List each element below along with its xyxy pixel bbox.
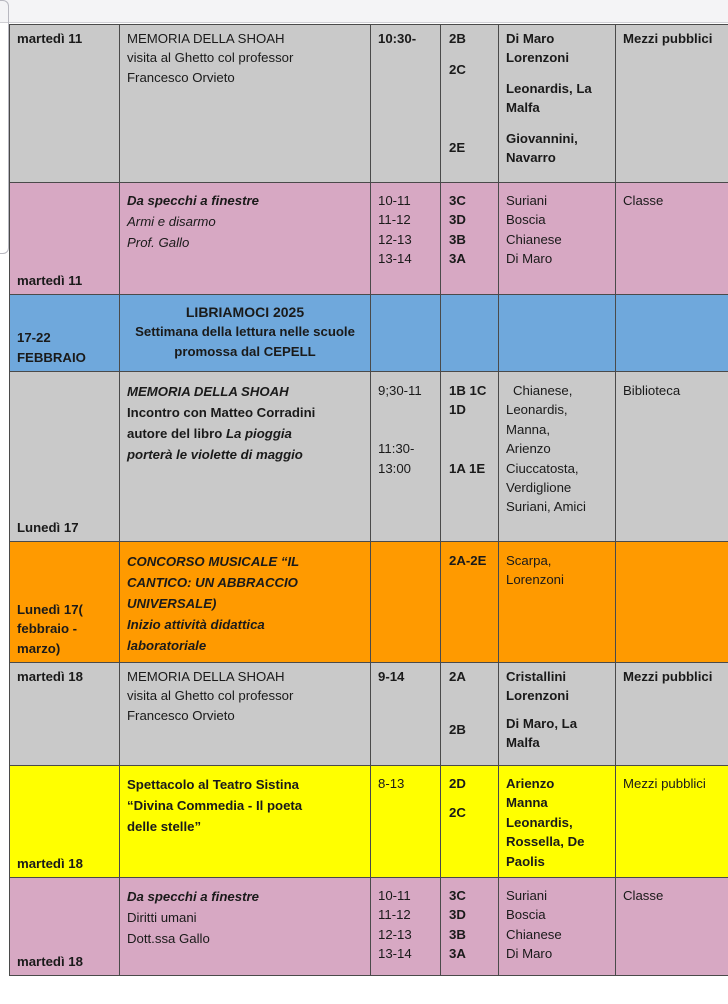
teacher-cell: Di Maro Lorenzoni Leonardis, La Malfa Giovannini, Navarro — [499, 25, 616, 183]
place-cell: Mezzi pubblici — [616, 25, 728, 183]
date-cell: martedì 18 — [10, 663, 120, 766]
teacher-cell — [499, 295, 616, 372]
class-cell — [441, 295, 499, 372]
activity-cell: MEMORIA DELLA SHOAH Incontro con Matteo Corradini autore del libro La pioggia porterà le violette di maggio — [120, 372, 371, 542]
date-cell: martedì 11 — [10, 183, 120, 295]
date-cell: Lunedì 17 — [10, 372, 120, 542]
time-cell: 10:30- — [371, 25, 441, 183]
date-cell: Lunedì 17( febbraio - marzo) — [10, 542, 120, 663]
table-row — [10, 663, 728, 766]
place-cell: Mezzi pubblici — [616, 663, 728, 766]
place-cell — [616, 295, 728, 372]
time-cell: 10-11 11-12 12-13 13-14 — [371, 878, 441, 976]
scroll-handle[interactable] — [0, 0, 9, 254]
viewer-top-bar — [0, 0, 728, 23]
table-row — [10, 766, 728, 878]
class-cell: 3C 3D 3B 3A — [441, 878, 499, 976]
teacher-cell: Scarpa, Lorenzoni — [499, 542, 616, 663]
teacher-cell: Arienzo Manna Leonardis, Rossella, De Paolis — [499, 766, 616, 878]
time-cell: 8-13 — [371, 766, 441, 878]
time-cell: 10-11 11-12 12-13 13-14 — [371, 183, 441, 295]
class-cell: 2A-2E — [441, 542, 499, 663]
class-cell: 3C 3D 3B 3A — [441, 183, 499, 295]
place-cell: Biblioteca — [616, 372, 728, 542]
teacher-cell: Chianese, Leonardis, Manna, Arienzo Ciuccatosta, Verdiglione Suriani, Amici — [499, 372, 616, 542]
activity-cell: LIBRIAMOCI 2025 Settimana della lettura nelle scuole promossa dal CEPELL — [120, 295, 371, 372]
date-cell: 17-22 FEBBRAIO — [10, 295, 120, 372]
schedule-table — [9, 24, 728, 976]
table-row — [10, 183, 728, 295]
place-cell: Classe — [616, 183, 728, 295]
class-cell: 1B 1C 1D 1A 1E — [441, 372, 499, 542]
activity-cell: MEMORIA DELLA SHOAH visita al Ghetto col professor Francesco Orvieto — [120, 663, 371, 766]
time-cell — [371, 295, 441, 372]
date-cell: martedì 11 — [10, 25, 120, 183]
activity-cell: MEMORIA DELLA SHOAH visita al Ghetto col professor Francesco Orvieto — [120, 25, 371, 183]
teacher-cell: Cristallini Lorenzoni Di Maro, La Malfa — [499, 663, 616, 766]
table-row — [10, 25, 728, 183]
table-row — [10, 295, 728, 372]
class-cell: 2D 2C — [441, 766, 499, 878]
place-cell — [616, 542, 728, 663]
class-cell: 2B 2C 2E — [441, 25, 499, 183]
activity-cell: CONCORSO MUSICALE “IL CANTICO: UN ABBRACCIO UNIVERSALE) Inizio attività didattica laboratoriale — [120, 542, 371, 663]
class-cell: 2A 2B — [441, 663, 499, 766]
time-cell: 9;30-11 11:30- 13:00 — [371, 372, 441, 542]
time-cell: 9-14 — [371, 663, 441, 766]
table-row — [10, 542, 728, 663]
place-cell: Classe — [616, 878, 728, 976]
date-cell: martedì 18 — [10, 878, 120, 976]
activity-cell: Spettacolo al Teatro Sistina “Divina Commedia - Il poeta delle stelle” — [120, 766, 371, 878]
time-cell — [371, 542, 441, 663]
date-cell: martedì 18 — [10, 766, 120, 878]
teacher-cell: Suriani Boscia Chianese Di Maro — [499, 183, 616, 295]
teacher-cell: Suriani Boscia Chianese Di Maro — [499, 878, 616, 976]
activity-cell: Da specchi a finestre Armi e disarmo Prof. Gallo — [120, 183, 371, 295]
activity-cell: Da specchi a finestre Diritti umani Dott.ssa Gallo — [120, 878, 371, 976]
place-cell: Mezzi pubblici — [616, 766, 728, 878]
table-row — [10, 372, 728, 542]
table-row — [10, 878, 728, 976]
